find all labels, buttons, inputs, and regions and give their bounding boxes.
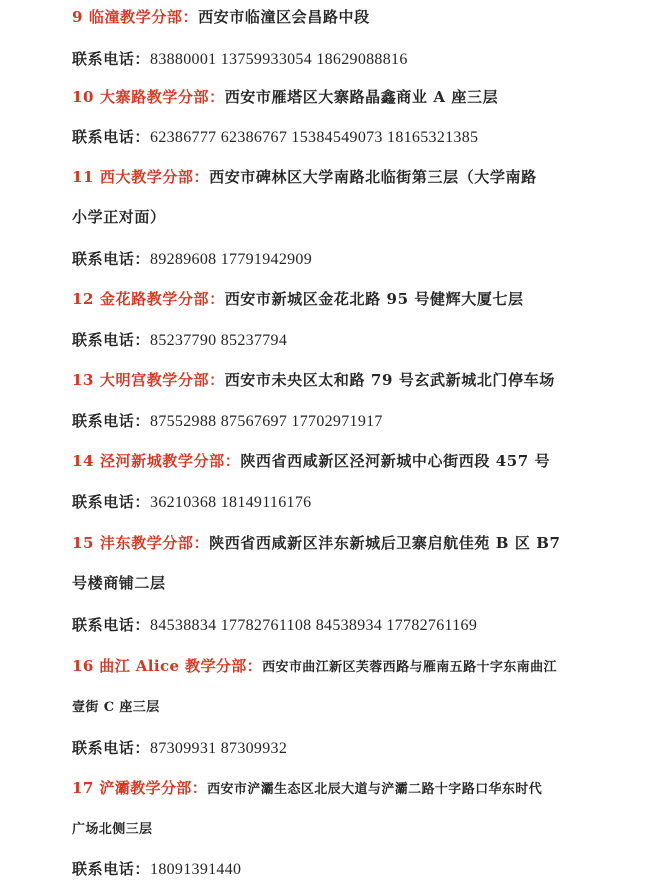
branch-address: 陕西省西咸新区沣东新城后卫寨启航佳苑 B 区 B7 [209, 534, 561, 552]
branch-9-header [72, 6, 642, 27]
branch-15-address-cont [72, 572, 642, 593]
branch-10-phone [72, 126, 642, 147]
phone-label: 联系电话： [72, 412, 151, 430]
branch-name: 14 泾河新城教学分部： [72, 452, 241, 470]
branch-address-continued: 壹街 C 座三层 [72, 700, 160, 715]
phone-label: 联系电话： [72, 50, 151, 68]
branch-10-header [72, 86, 642, 107]
branch-16-header [72, 655, 642, 676]
branch-12-header [72, 288, 642, 309]
branch-16-phone [72, 737, 642, 758]
phone-numbers: 36210368 18149116176 [150, 494, 312, 511]
phone-label: 联系电话： [72, 331, 151, 349]
phone-label: 联系电话： [72, 128, 151, 146]
branch-14-header [72, 450, 642, 471]
branch-address: 西安市未央区太和路 79 号玄武新城北门停车场 [224, 371, 555, 389]
branch-address: 陕西省西咸新区泾河新城中心街西段 457 号 [240, 452, 551, 470]
phone-numbers: 87309931 87309932 [150, 740, 288, 757]
phone-label: 联系电话： [72, 860, 151, 878]
branch-address: 西安市临潼区会昌路中段 [198, 8, 370, 26]
branch-name: 9 临潼教学分部： [72, 8, 199, 26]
branch-address: 西安市浐灞生态区北辰大道与浐灞二路十字路口华东时代 [207, 782, 543, 797]
branch-name: 13 大明宫教学分部： [72, 371, 225, 389]
phone-label: 联系电话： [72, 616, 151, 634]
branch-17-phone [72, 858, 642, 879]
branch-name: 12 金花路教学分部： [72, 290, 225, 308]
branch-address: 西安市曲江新区芙蓉西路与雁南五路十字东南曲江 [262, 660, 557, 675]
branch-name: 16 曲江 Alice 教学分部： [72, 657, 263, 675]
branch-14-phone [72, 491, 642, 512]
branch-15-phone [72, 614, 642, 635]
branch-address-continued: 广场北侧三层 [72, 822, 153, 837]
phone-label: 联系电话： [72, 493, 151, 511]
branch-11-address-cont [72, 206, 642, 227]
branch-11-header [72, 166, 642, 187]
branch-address: 西安市碑林区大学南路北临街第三层（大学南路 [209, 168, 537, 186]
branch-name: 10 大寨路教学分部： [72, 88, 225, 106]
branch-13-header [72, 369, 642, 390]
branch-16-address-cont [72, 696, 642, 715]
branch-address-continued: 小学正对面） [72, 208, 166, 226]
phone-numbers: 62386777 62386767 15384549073 18165321385 [150, 129, 479, 146]
branch-9-phone [72, 48, 642, 69]
branch-17-header [72, 777, 642, 798]
phone-numbers: 87552988 87567697 17702971917 [150, 413, 383, 430]
phone-numbers: 18091391440 [150, 861, 242, 878]
branch-13-phone [72, 410, 642, 431]
branch-15-header [72, 532, 642, 553]
phone-numbers: 85237790 85237794 [150, 332, 288, 349]
phone-numbers: 84538834 17782761108 84538934 17782761169 [150, 617, 478, 634]
branch-12-phone [72, 329, 642, 350]
branch-address: 西安市雁塔区大寨路晶鑫商业 A 座三层 [224, 88, 499, 106]
branch-name: 17 浐灞教学分部： [72, 779, 208, 797]
branch-name: 15 沣东教学分部： [72, 534, 210, 552]
branch-address: 西安市新城区金花北路 95 号健辉大厦七层 [224, 290, 524, 308]
phone-label: 联系电话： [72, 739, 151, 757]
phone-label: 联系电话： [72, 250, 151, 268]
branch-17-address-cont [72, 818, 642, 837]
branch-address-continued: 号楼商铺二层 [72, 574, 166, 592]
branch-name: 11 西大教学分部： [72, 168, 210, 186]
phone-numbers: 83880001 13759933054 18629088816 [150, 51, 408, 68]
phone-numbers: 89289608 17791942909 [150, 251, 313, 268]
branch-11-phone [72, 248, 642, 269]
